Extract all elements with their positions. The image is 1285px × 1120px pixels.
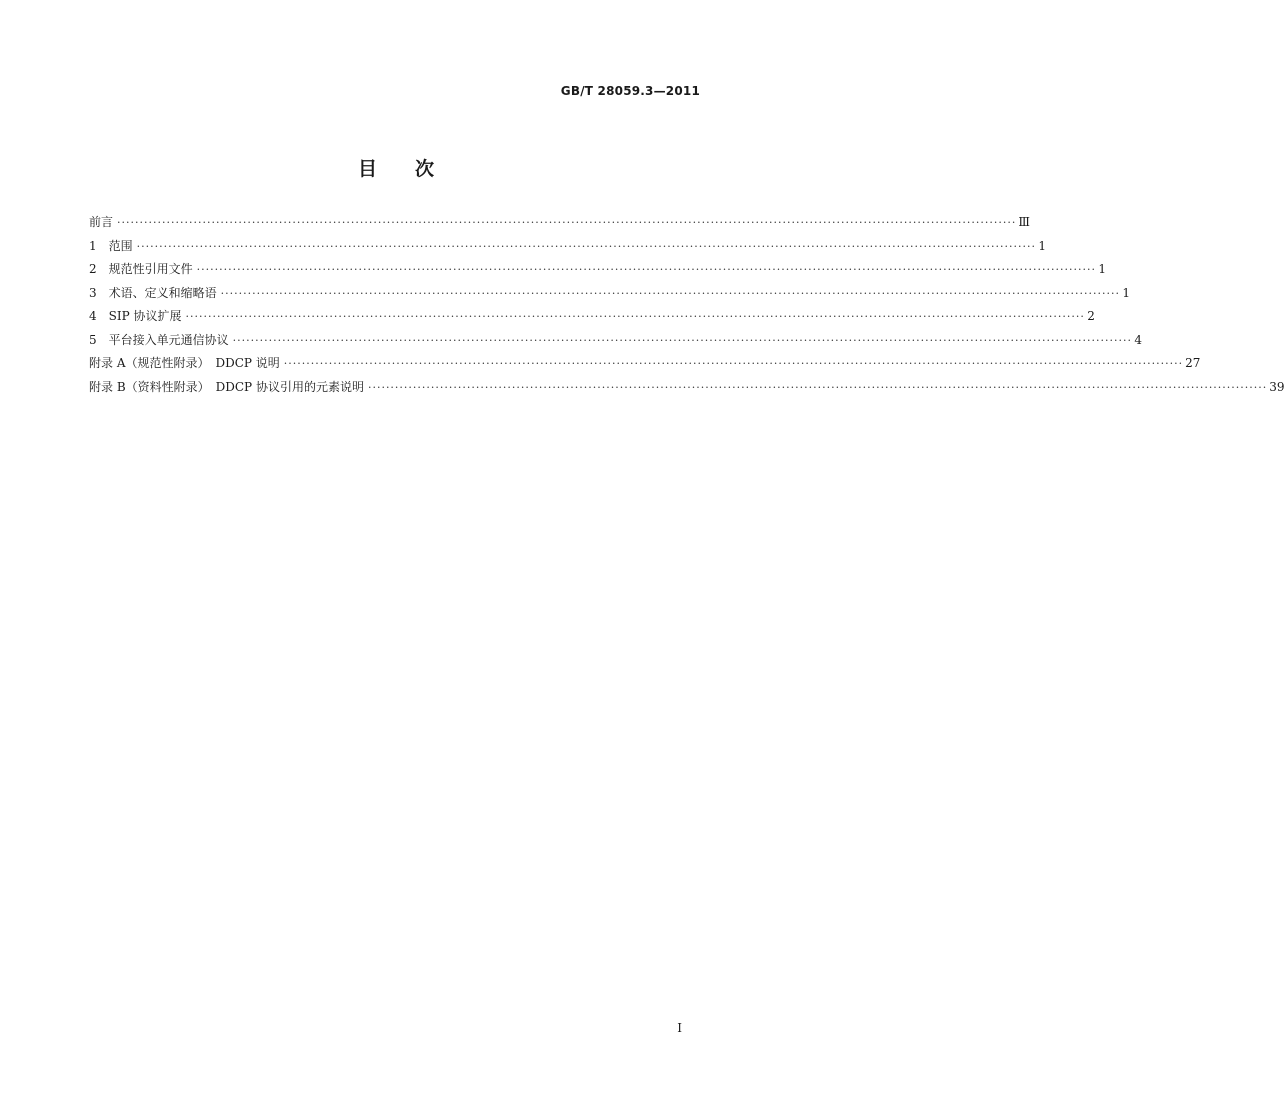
toc-entry-label: 2 规范性引用文件 — [89, 262, 193, 276]
toc-entry[interactable] — [89, 214, 1030, 238]
toc-entry-label: 3 术语、定义和缩略语 — [89, 285, 217, 300]
toc-dot-leader: ········································································································································································································ — [117, 216, 1017, 229]
toc-dot-leader: ········································································································································································································ — [232, 333, 1132, 347]
toc-entry[interactable] — [89, 355, 1201, 379]
toc-entry-label: 5 平台接入单元通信协议 — [89, 332, 229, 347]
toc-dot-leader: ········································································································································································································ — [136, 239, 1036, 253]
toc-entry-page: 2 — [1087, 309, 1095, 323]
page-title: 目次 — [357, 158, 472, 180]
toc-entry-page: 39 — [1269, 379, 1285, 394]
toc-dot-leader: ········································································································································································································ — [220, 286, 1120, 300]
toc-dot-leader: ········································································································································································································ — [185, 310, 1085, 323]
page-number: I — [677, 1021, 682, 1035]
toc-entry-page: 1 — [1038, 238, 1046, 253]
toc-dot-leader: ········································································································································································································ — [283, 357, 1184, 370]
toc-entry[interactable] — [89, 379, 1285, 403]
toc-entry[interactable] — [89, 261, 1106, 285]
toc-entry-page: 4 — [1134, 332, 1142, 347]
toc-entry[interactable] — [89, 308, 1095, 332]
toc-entry[interactable] — [89, 238, 1046, 262]
toc-entry-label: 附录 A（规范性附录） DDCP 说明 — [89, 356, 280, 370]
toc-entry-label: 附录 B（资料性附录） DDCP 协议引用的元素说明 — [89, 379, 364, 394]
toc-entry-label: 4 SIP 协议扩展 — [89, 309, 182, 323]
toc-dot-leader: ········································································································································································································ — [196, 263, 1096, 276]
toc-entry-page: Ⅲ — [1018, 215, 1030, 229]
toc-entry-label: 1 范围 — [89, 238, 133, 253]
toc-entry[interactable] — [89, 332, 1142, 356]
toc-entry-page: 27 — [1185, 356, 1201, 370]
standard-code: GB/T 28059.3—2011 — [560, 84, 700, 98]
toc-entry[interactable] — [89, 285, 1130, 309]
toc-dot-leader: ········································································································································································································ — [367, 380, 1268, 394]
toc-entry-page: 1 — [1122, 285, 1130, 300]
table-of-contents — [89, 214, 1285, 402]
toc-entry-label: 前言 — [89, 215, 114, 229]
toc-entry-page: 1 — [1098, 262, 1106, 276]
